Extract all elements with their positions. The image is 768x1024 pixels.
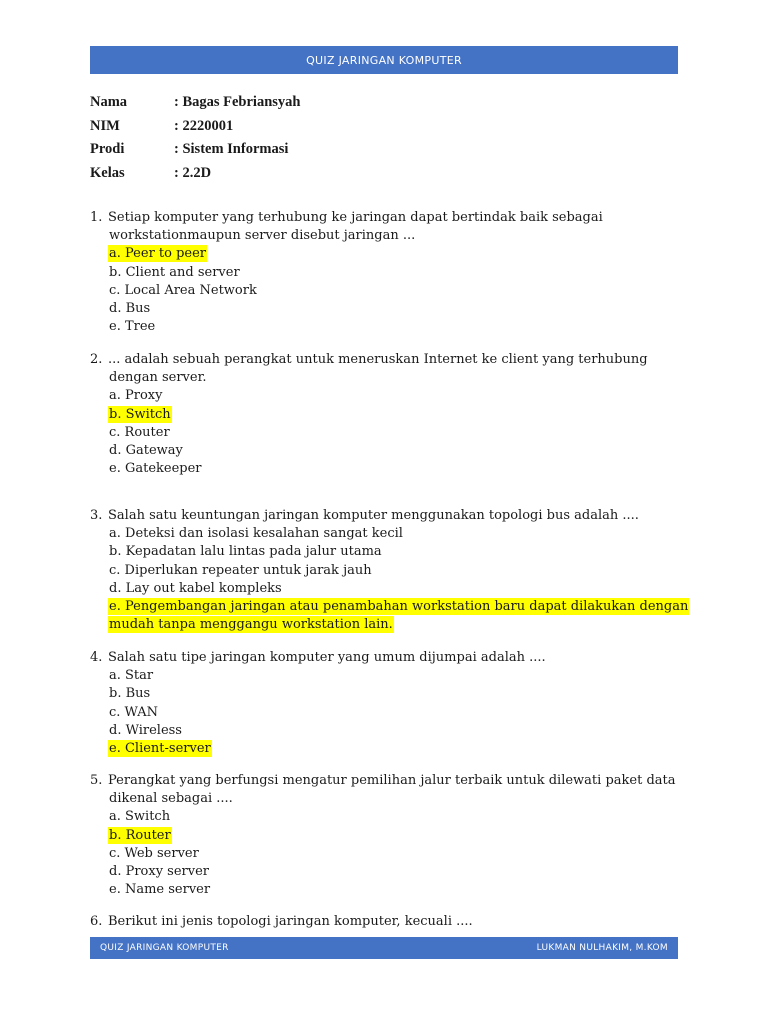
option-a <box>90 525 690 543</box>
option-e-cont <box>90 616 690 634</box>
info-label: NIM <box>90 117 120 134</box>
option-text: e. Client-server <box>109 740 211 756</box>
option-text: c. WAN <box>109 704 159 720</box>
option-d <box>90 863 690 881</box>
option-c <box>90 562 690 580</box>
student-info <box>90 91 590 185</box>
option-text: d. Lay out kabel kompleks <box>109 580 282 596</box>
question-text: Perangkat yang berfungsi mengatur pemilihan jalur terbaik untuk dilewati paket data <box>108 773 676 788</box>
option-c <box>90 704 690 722</box>
option-d <box>90 300 690 318</box>
option-text: e. Gatekeeper <box>109 461 202 477</box>
option-text: c. Local Area Network <box>109 282 257 298</box>
option-e <box>90 318 690 336</box>
option-e <box>90 598 690 616</box>
option-c <box>90 845 690 863</box>
option-e <box>90 881 690 899</box>
option-text: e. Name server <box>109 882 211 898</box>
option-text: mudah tanpa menggangu workstation lain. <box>109 617 393 633</box>
option-text: d. Bus <box>109 300 151 316</box>
question-text: Salah satu tipe jaringan komputer yang umum dijumpai adalah .... <box>108 650 546 665</box>
option-text: b. Switch <box>109 406 171 422</box>
question-text: Setiap komputer yang terhubung ke jaringan dapat bertindak baik sebagai <box>108 210 603 225</box>
option-text: b. Kepadatan lalu lintas pada jalur utama <box>109 544 382 560</box>
question-text-cont <box>90 790 690 808</box>
question-3 <box>90 507 690 634</box>
option-text: a. Deteksi dan isolasi kesalahan sangat kecil <box>109 526 403 542</box>
option-c <box>90 282 690 300</box>
question-text-cont <box>90 369 690 387</box>
option-text: a. Switch <box>109 809 171 825</box>
option-a <box>90 245 690 263</box>
info-row-nim <box>90 115 590 139</box>
info-value: : Bagas Febriansyah <box>174 94 301 111</box>
question-number: 4. <box>90 650 103 665</box>
question-4 <box>90 649 690 758</box>
header-title: QUIZ JARINGAN KOMPUTER <box>306 53 462 67</box>
option-text: d. Proxy server <box>109 863 210 879</box>
info-value: : 2.2D <box>174 164 212 181</box>
option-d <box>90 580 690 598</box>
question-number: 5. <box>90 773 103 788</box>
option-text: d. Wireless <box>109 722 182 738</box>
option-a <box>90 387 690 405</box>
option-text: b. Client and server <box>109 264 240 280</box>
header-bar <box>90 46 678 74</box>
question-text: dikenal sebagai .... <box>109 791 233 807</box>
option-b <box>90 827 690 845</box>
question-line <box>90 649 690 667</box>
question-number: 3. <box>90 508 103 523</box>
option-text: e. Pengembangan jaringan atau penambahan workstation baru dapat dilakukan dengan <box>109 598 689 614</box>
info-value: : Sistem Informasi <box>174 141 289 158</box>
option-text: a. Star <box>109 668 154 684</box>
question-line <box>90 913 690 931</box>
info-label: Prodi <box>90 141 125 158</box>
option-text: b. Router <box>109 827 171 843</box>
option-text: a. Proxy <box>109 388 163 404</box>
question-line <box>90 209 690 227</box>
info-value: : 2220001 <box>174 117 234 134</box>
question-line <box>90 351 690 369</box>
info-row-nama <box>90 91 590 115</box>
option-text: d. Gateway <box>109 442 183 458</box>
footer-bar <box>90 937 678 959</box>
question-text-cont <box>90 227 690 245</box>
question-number: 2. <box>90 352 103 367</box>
question-number: 6. <box>90 914 103 929</box>
option-b <box>90 406 690 424</box>
option-text: b. Bus <box>109 686 151 702</box>
question-text: Berikut ini jenis topologi jaringan komputer, kecuali .... <box>108 914 473 929</box>
question-text: workstationmaupun server disebut jaringan ... <box>109 228 416 244</box>
option-b <box>90 543 690 561</box>
info-row-prodi <box>90 138 590 162</box>
option-text: c. Router <box>109 424 170 440</box>
footer-left: QUIZ JARINGAN KOMPUTER <box>100 943 229 953</box>
info-label: Nama <box>90 94 128 111</box>
question-number: 1. <box>90 210 103 225</box>
option-d <box>90 722 690 740</box>
option-b <box>90 264 690 282</box>
option-text: e. Tree <box>109 319 156 335</box>
question-text: ... adalah sebuah perangkat untuk meneruskan Internet ke client yang terhubung <box>108 352 648 367</box>
option-e <box>90 460 690 478</box>
option-e <box>90 740 690 758</box>
option-text: a. Peer to peer <box>109 246 207 262</box>
option-text: c. Web server <box>109 845 199 861</box>
option-c <box>90 424 690 442</box>
question-1 <box>90 209 690 336</box>
info-row-kelas <box>90 162 590 186</box>
question-5 <box>90 772 690 899</box>
question-2 <box>90 351 690 478</box>
option-b <box>90 685 690 703</box>
option-d <box>90 442 690 460</box>
info-label: Kelas <box>90 164 125 181</box>
question-line <box>90 772 690 790</box>
question-line <box>90 507 690 525</box>
option-a <box>90 667 690 685</box>
question-text: Salah satu keuntungan jaringan komputer menggunakan topologi bus adalah .... <box>108 508 639 523</box>
footer-right: LUKMAN NULHAKIM, M.KOM <box>536 943 668 953</box>
option-text: c. Diperlukan repeater untuk jarak jauh <box>109 562 372 578</box>
option-a <box>90 808 690 826</box>
question-6 <box>90 913 690 931</box>
question-text: dengan server. <box>109 370 207 386</box>
